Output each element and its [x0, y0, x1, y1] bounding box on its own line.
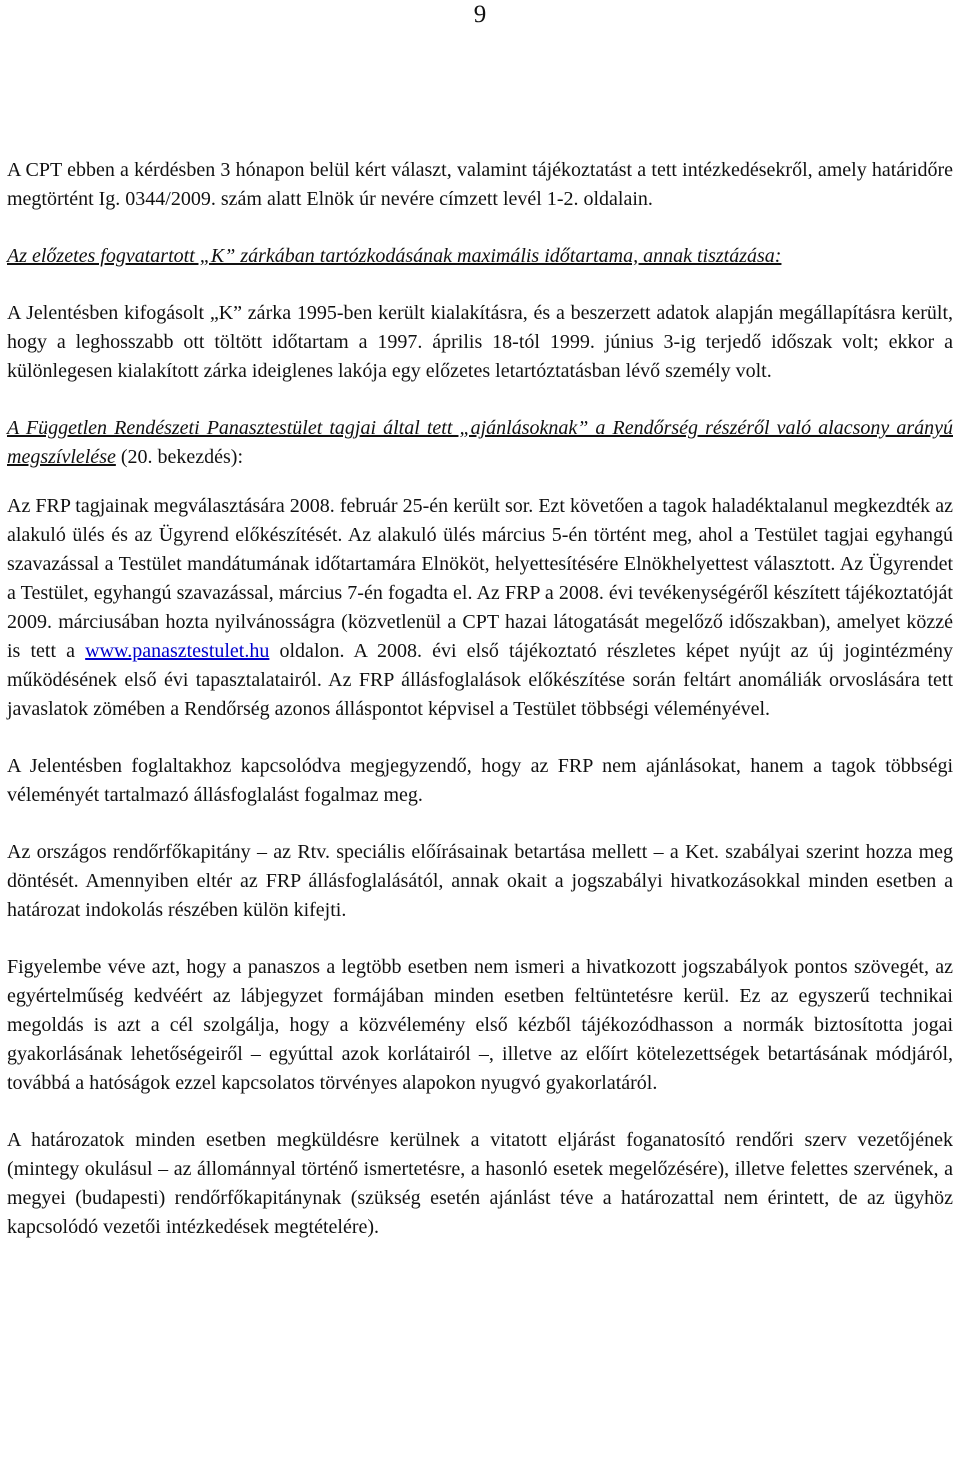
- paragraph-footnote-practice: Figyelembe véve azt, hogy a panaszos a legtöbb esetben nem ismeri a hivatkozott jogszabályok pontos szövegét, az egyértelműség kedvéért az lábjegyzet formájában minden esetben feltüntetésre kerül. Ez az egyszerű technikai megoldás is azt a cél szolgálja, hogy a közvélemény első kézből tájékozódhasson a normák biztosította jogai gyakorlásának lehetőségeiről – egyúttal azok korlátairól –, illetve az előírt kötelezettségek betartásának módjáról, továbbá a hatóságok ezzel kapcsolatos törvényes alapokon nyugvó gyakorlatáról.: [7, 956, 953, 1094]
- paragraph-report-note: A Jelentésben foglaltakhoz kapcsolódva megjegyzendő, hogy az FRP nem ajánlásokat, hanem a tagok többségi véleményét tartalmazó állásfoglalást fogalmaz meg.: [7, 755, 953, 806]
- heading-frp-text: A Független Rendészeti Panasztestület tagjai által tett „ajánlásoknak” a Rendőrség részéről való alacsony arányú megszívlelése: [7, 417, 953, 468]
- paragraph-decisions-sent: A határozatok minden esetben megküldésre kerülnek a vitatott eljárást foganatosító rendőri szerv vezetőjének (mintegy okulásul – az állománnyal történő ismertetésre, a hasonló esetek megelőzésére), illetve felettes szervének, a megyei (budapesti) rendőrfőkapitánynak (szükség esetén ajánlást téve a határozattal nem érintett, de az ügyhöz kapcsolódó vezetői intézkedések megtételére).: [7, 1129, 953, 1238]
- page-number: 9: [473, 1, 487, 28]
- paragraph-police-chief: Az országos rendőrfőkapitány – az Rtv. speciális előírásainak betartása mellett – a Ket. szabályai szerint hozza meg döntését. Amennyiben eltér az FRP állásfoglalásától, annak okait a jogszabályi hivatkozásokkal minden esetben a határozat indokolás részében külön kifejti.: [7, 841, 953, 921]
- frp-election-text-1: Az FRP tagjainak megválasztására 2008. február 25-én került sor. Ezt követően a tagok haladéktalanul megkezdték az alakuló ülés és az Ügyrend előkészítését. Az alakuló ülés március 5-én történt meg, ahol a Testület tagjai egyhangú szavazással a Testület mandátumának időtartamára Elnököt, helyettesítésére Elnökhelyettest választott. Az Ügyrendet a Testület, egyhangú szavazással, március 7-én fogadta el. Az FRP a 2008. évi tevékenységéről készített tájékoztatóját 2009. márciusában hozta nyilvánosságra (közvetlenül a CPT hazai látogatását megelőző időszakban), amelyet közzé is tett a: [7, 495, 953, 662]
- heading-k-cell-text: Az előzetes fogvatartott „K” zárkában tartózkodásának maximális időtartama, annak tisztázása:: [7, 245, 782, 267]
- frp-election-text-2: oldalon. A 2008. évi első tájékoztató részletes képet nyújt az új jogintézmény működésének első évi tapasztalatairól. Az FRP állásfoglalások előkészítése során feltárt anomáliák orvoslására tett javaslatok zömében a Rendőrség azonos álláspontot képvisel a Testület többségi véleményével.: [7, 640, 953, 720]
- paragraph-frp-election: [7, 492, 953, 724]
- section-heading-frp: [7, 414, 953, 472]
- document-body: [7, 156, 953, 1242]
- section-heading-k-cell: [7, 242, 953, 271]
- paragraph-k-cell: A Jelentésben kifogásolt „K” zárka 1995-ben került kialakításra, és a beszerzett adatok alapján megállapításra került, hogy a leghosszabb ott töltött időtartam a 1997. április 18-tól 1999. június 3-ig terjedő időszak volt; ekkor a különlegesen kialakított zárka ideiglenes lakója egy előzetes letartóztatásban lévő személy volt.: [7, 302, 953, 382]
- paragraph-cpt-response: A CPT ebben a kérdésben 3 hónapon belül kért választ, valamint tájékoztatást a tett intézkedésekről, amely határidőre megtörtént Ig. 0344/2009. szám alatt Elnök úr nevére címzett levél 1-2. oldalain.: [7, 159, 953, 210]
- heading-frp-suffix: (20. bekezdés):: [115, 446, 244, 468]
- website-link[interactable]: www.panasztestulet.hu: [85, 640, 270, 662]
